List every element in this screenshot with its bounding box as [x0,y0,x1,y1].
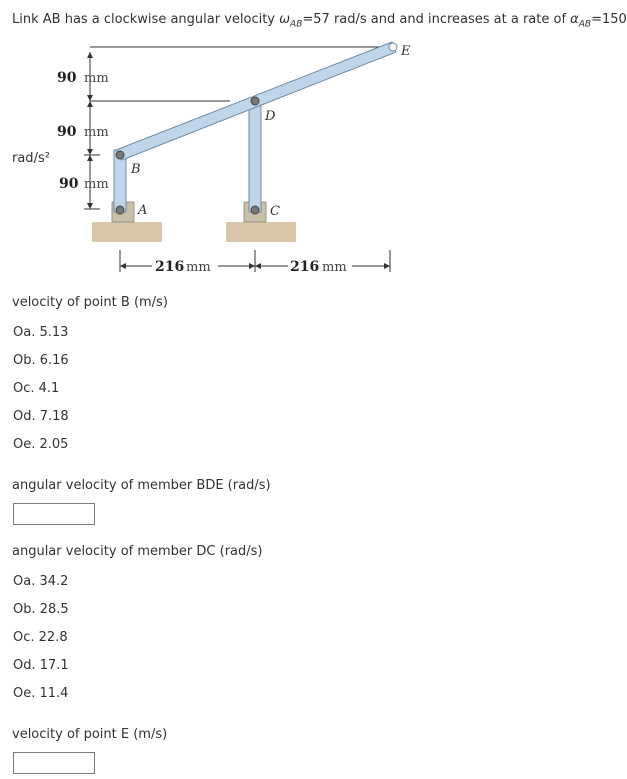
problem-text-2: =57 rad/s and and increases at a rate of [302,12,571,27]
pin-d [251,97,259,105]
label-e: E [401,44,411,59]
q1-option-d[interactable]: Od. 7.18 [13,409,69,424]
pin-b [116,151,124,159]
ground-a [92,222,162,242]
question-2-title: angular velocity of member BDE (rad/s) [12,478,271,493]
svg-text:mm: mm [186,260,211,275]
pin-a [116,206,124,214]
answer-input-e[interactable] [13,752,95,774]
dim-arrow [384,263,390,269]
link-dc [249,98,261,212]
point-e [389,43,397,51]
dim-arrow [249,263,255,269]
q3-option-c[interactable]: Oc. 22.8 [13,630,68,645]
radio-icon[interactable]: O [13,630,24,645]
label-b: B [131,162,141,177]
omega-symbol: ω [279,12,291,27]
radio-icon[interactable]: O [13,353,24,368]
svg-text:mm: mm [322,260,347,275]
dim-h-label-1: 216 [155,259,185,275]
dim-arrow [87,149,93,155]
radio-icon[interactable]: O [13,437,24,452]
problem-units: rad/s² [12,151,50,166]
q1-option-b[interactable]: Ob. 6.16 [13,353,69,368]
dim-h-label-2: 216 [290,259,320,275]
omega-subscript: AB [290,19,303,30]
radio-icon[interactable]: O [13,686,24,701]
ground-c [226,222,296,242]
alpha-symbol: α [570,12,579,27]
dim-arrow [255,263,261,269]
mechanism-figure [0,30,610,290]
q3-option-b[interactable]: Ob. 28.5 [13,602,69,617]
dim-label-3: 90 [59,176,79,192]
q3-option-d[interactable]: Od. 17.1 [13,658,69,673]
q1-option-c[interactable]: Oc. 4.1 [13,381,60,396]
radio-icon[interactable]: O [13,574,24,589]
pin-c [251,206,259,214]
problem-statement [12,12,627,30]
q3-option-e[interactable]: Oe. 11.4 [13,686,69,701]
q3-option-a[interactable]: Oa. 34.2 [13,574,69,589]
question-1-title: velocity of point B (m/s) [12,295,168,310]
label-a: A [138,203,148,218]
svg-text:mm: mm [84,71,109,86]
dim-label-2: 90 [57,124,77,140]
dim-arrow [87,155,93,161]
radio-icon[interactable]: O [13,658,24,673]
q1-option-e[interactable]: Oe. 2.05 [13,437,69,452]
dim-arrow [120,263,126,269]
alpha-subscript: AB [578,19,592,30]
question-3-title: angular velocity of member DC (rad/s) [12,544,263,559]
radio-icon[interactable]: O [13,602,24,617]
dim-arrow [87,95,93,101]
dim-label-1: 90 [57,70,77,86]
question-4-title: velocity of point E (m/s) [12,727,168,742]
problem-text-3: =150 [591,12,627,27]
dim-arrow [87,101,93,107]
svg-text:mm: mm [84,125,109,140]
q1-option-a[interactable]: Oa. 5.13 [13,325,69,340]
radio-icon[interactable]: O [13,381,24,396]
label-c: C [270,204,280,219]
radio-icon[interactable]: O [13,325,24,340]
dim-arrow [87,203,93,209]
dim-arrow [87,52,93,58]
radio-icon[interactable]: O [13,409,24,424]
label-d: D [265,109,276,124]
answer-input-bde[interactable] [13,503,95,525]
problem-text-1: Link AB has a clockwise angular velocity [12,12,280,27]
svg-text:mm: mm [84,177,109,192]
